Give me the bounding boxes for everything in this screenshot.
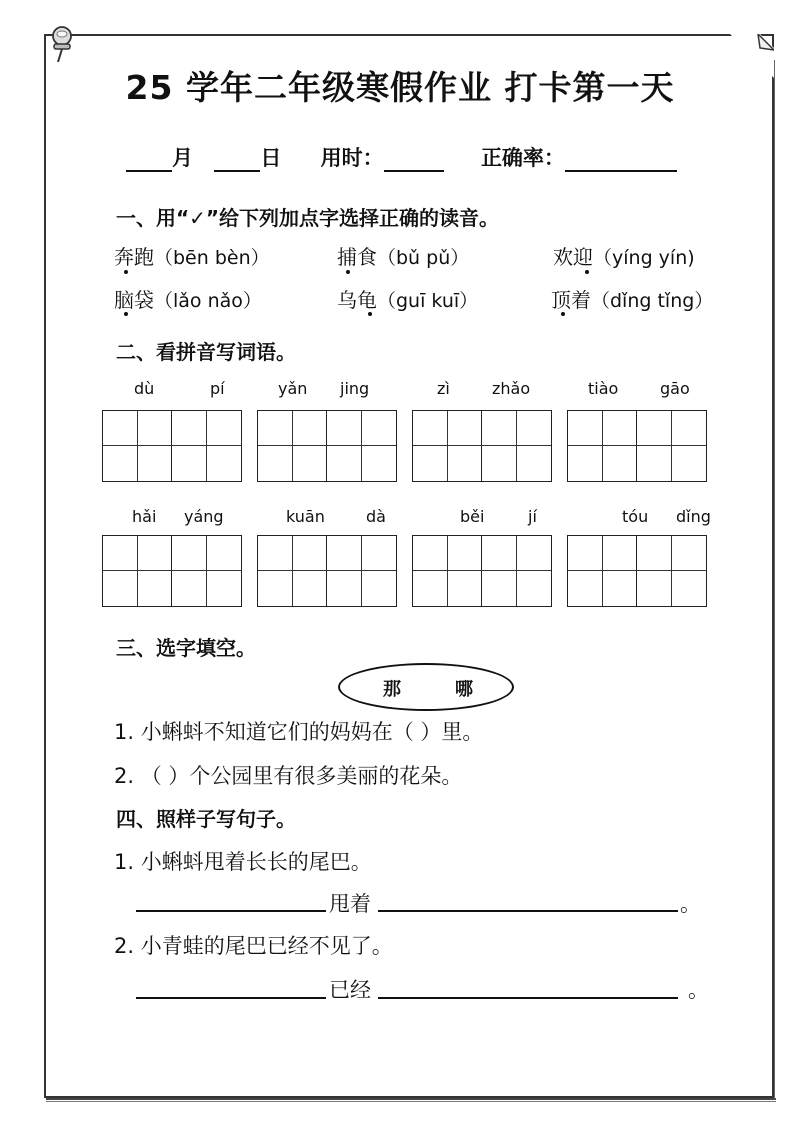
choice-pinyin: （bēn bèn） — [154, 247, 270, 269]
writing-grid[interactable] — [257, 535, 397, 607]
pinyin-label: yáng — [184, 507, 224, 526]
pinyin-choice-item[interactable] — [114, 284, 262, 313]
choice-pinyin: （lǎo nǎo） — [154, 290, 262, 312]
pinyin-label: jí — [528, 507, 537, 526]
choice-ellipse — [338, 663, 514, 711]
pinyin-label: dù — [134, 379, 155, 398]
emphasis-dot — [346, 270, 350, 274]
accuracy-blank[interactable] — [565, 170, 677, 172]
page-title: 25 学年二年级寒假作业 打卡第一天 — [125, 68, 675, 107]
section3-heading: 三、选字填空。 — [116, 636, 256, 660]
writing-grid[interactable] — [412, 535, 552, 607]
answer-blank[interactable] — [136, 888, 326, 912]
pinyin-label: zhǎo — [492, 379, 531, 398]
pinyin-label: dǐng — [676, 507, 711, 526]
section2-heading: 二、看拼音写词语。 — [116, 340, 296, 364]
choice-word: 奔跑 — [114, 245, 154, 269]
pushpin-icon — [46, 24, 82, 64]
writing-grid[interactable] — [102, 535, 242, 607]
pinyin-choice-item[interactable] — [114, 241, 270, 270]
fill-question-2[interactable]: 2. （ ）个公园里有很多美丽的花朵。 — [114, 764, 463, 788]
time-label: 用时： — [320, 146, 384, 170]
emphasis-dot — [124, 312, 128, 316]
month-label: 月 — [172, 146, 193, 170]
choice-pinyin: （guī kuī） — [377, 290, 479, 312]
pinyin-choice-item[interactable] — [551, 284, 713, 313]
time-blank[interactable] — [384, 170, 444, 172]
example-sentence-2: 2. 小青蛙的尾巴已经不见了。 — [114, 934, 393, 958]
writing-grid[interactable] — [102, 410, 242, 482]
choice-word: 乌龟 — [337, 288, 377, 312]
emphasis-dot — [561, 312, 565, 316]
choice-word: 脑袋 — [114, 288, 154, 312]
day-label: 日 — [260, 146, 282, 170]
pinyin-label: hǎi — [132, 507, 157, 526]
pinyin-choice-item[interactable] — [553, 241, 695, 270]
emphasis-dot — [585, 270, 589, 274]
writing-grid[interactable] — [412, 410, 552, 482]
emphasis-dot — [124, 270, 128, 274]
date-time-row — [126, 142, 677, 172]
choice-word: 捕食 — [337, 245, 377, 269]
pinyin-label: zì — [437, 379, 450, 398]
paper-edge-shadow — [46, 1098, 776, 1102]
choice-word: 欢迎 — [553, 245, 593, 269]
section4-heading: 四、照样子写句子。 — [116, 807, 296, 831]
answer-blank[interactable] — [378, 888, 678, 912]
example-sentence-1: 1. 小蝌蚪甩着长长的尾巴。 — [114, 850, 372, 874]
pinyin-label: yǎn — [278, 379, 308, 398]
month-blank[interactable] — [126, 170, 172, 172]
day-blank[interactable] — [214, 170, 260, 172]
answer-period: 。 — [688, 978, 709, 1002]
answer-blank[interactable] — [136, 975, 326, 999]
writing-grid[interactable] — [257, 410, 397, 482]
paper-side-shadow — [774, 60, 778, 1100]
pinyin-label: gāo — [660, 379, 690, 398]
section1-heading: 一、用“✓”给下列加点字选择正确的读音。 — [116, 206, 500, 230]
choice-pinyin: （dǐng tǐng） — [591, 290, 714, 312]
pinyin-label: tóu — [622, 507, 649, 526]
fill-question-1[interactable]: 1. 小蝌蚪不知道它们的妈妈在（ ）里。 — [114, 720, 484, 744]
choice-pinyin: （bǔ pǔ） — [377, 247, 470, 269]
pinyin-label: dà — [366, 507, 386, 526]
pinyin-label: jing — [340, 379, 370, 398]
choice-word-na-question: 哪 — [455, 679, 473, 700]
writing-grid[interactable] — [567, 410, 707, 482]
answer-connector: 甩着 — [329, 892, 371, 916]
pinyin-choice-item[interactable] — [337, 284, 478, 313]
emphasis-dot — [368, 312, 372, 316]
accuracy-label: 正确率： — [480, 146, 565, 170]
choice-word-na: 那 — [383, 679, 401, 700]
choice-pinyin: （yíng yín) — [593, 247, 695, 269]
answer-period: 。 — [680, 892, 701, 916]
writing-grid[interactable] — [567, 535, 707, 607]
answer-connector: 已经 — [329, 978, 371, 1002]
pinyin-label: kuān — [286, 507, 325, 526]
pinyin-choice-item[interactable] — [337, 241, 469, 270]
pinyin-label: běi — [460, 507, 485, 526]
answer-blank[interactable] — [378, 975, 678, 999]
pinyin-label: pí — [210, 379, 225, 398]
choice-word: 顶着 — [551, 288, 591, 312]
pinyin-label: tiào — [588, 379, 619, 398]
